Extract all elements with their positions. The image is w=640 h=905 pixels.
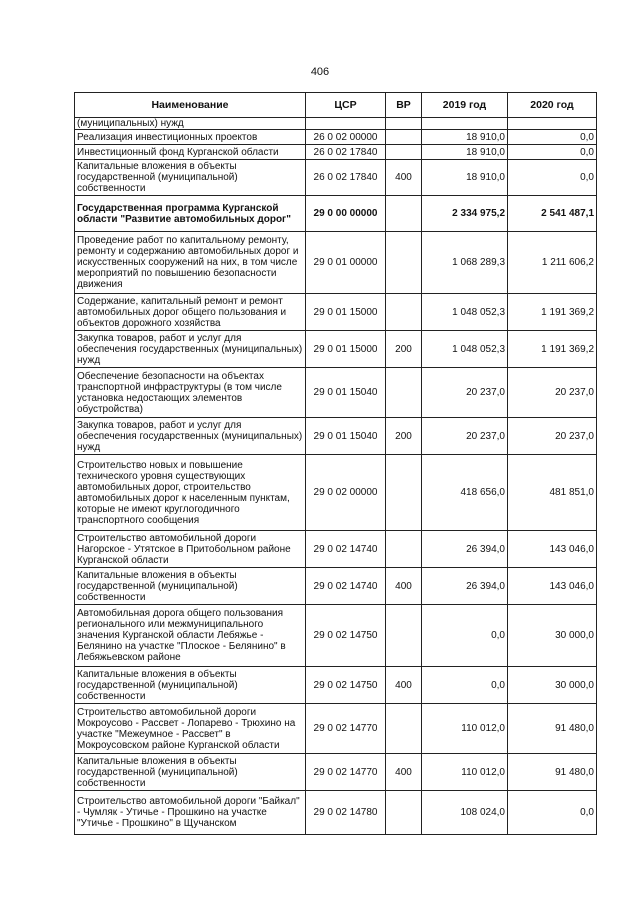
header-2020: 2020 год <box>508 93 597 118</box>
row-2020-cell: 481 851,0 <box>508 455 597 531</box>
row-csr-cell: 29 0 01 15040 <box>306 418 386 455</box>
row-2020-cell: 0,0 <box>508 145 597 160</box>
table-row <box>75 368 597 418</box>
row-2020-cell: 91 480,0 <box>508 704 597 754</box>
row-csr-cell: 29 0 01 15040 <box>306 368 386 418</box>
row-2019-cell: 18 910,0 <box>422 160 508 196</box>
table-row <box>75 130 597 145</box>
row-name-cell: Строительство автомобильной дороги "Байкал" - Чумляк - Утичье - Прошкино на участке "Утичье - Прошкино" в Щучанском <box>75 791 306 835</box>
row-name-cell: Автомобильная дорога общего пользования регионального или межмуниципального значения Курганской области Лебяжье - Белянино на участке "Плоское - Белянино" в Лебяжьевском районе <box>75 605 306 667</box>
row-name-cell: Государственная программа Курганской области "Развитие автомобильных дорог" <box>75 196 306 232</box>
row-2020-cell: 0,0 <box>508 130 597 145</box>
row-2019-cell: 26 394,0 <box>422 568 508 605</box>
table-row <box>75 791 597 835</box>
table-header-row <box>75 93 597 118</box>
row-name-cell: Инвестиционный фонд Курганской области <box>75 145 306 160</box>
row-2020-cell: 2 541 487,1 <box>508 196 597 232</box>
row-name-cell: Капитальные вложения в объекты государственной (муниципальной) собственности <box>75 568 306 605</box>
row-2019-cell: 110 012,0 <box>422 704 508 754</box>
row-2020-cell: 20 237,0 <box>508 368 597 418</box>
row-2019-cell: 1 048 052,3 <box>422 331 508 368</box>
row-2020-cell: 20 237,0 <box>508 418 597 455</box>
row-csr-cell: 26 0 02 00000 <box>306 130 386 145</box>
table-row <box>75 118 597 130</box>
row-csr-cell: 29 0 01 15000 <box>306 331 386 368</box>
table-row <box>75 294 597 331</box>
row-2020-cell <box>508 118 597 130</box>
table-row <box>75 160 597 196</box>
row-vr-cell: 200 <box>386 331 422 368</box>
row-2019-cell: 1 068 289,3 <box>422 232 508 294</box>
row-2019-cell: 110 012,0 <box>422 754 508 791</box>
row-vr-cell <box>386 455 422 531</box>
row-2019-cell: 0,0 <box>422 605 508 667</box>
table-row <box>75 331 597 368</box>
row-name-cell: (муниципальных) нужд <box>75 118 306 130</box>
row-csr-cell: 26 0 02 17840 <box>306 145 386 160</box>
row-2020-cell: 1 211 606,2 <box>508 232 597 294</box>
row-csr-cell: 29 0 02 14770 <box>306 704 386 754</box>
header-2019: 2019 год <box>422 93 508 118</box>
row-2020-cell: 30 000,0 <box>508 605 597 667</box>
row-vr-cell: 400 <box>386 754 422 791</box>
header-csr: ЦСР <box>306 93 386 118</box>
row-2020-cell: 143 046,0 <box>508 568 597 605</box>
row-name-cell: Закупка товаров, работ и услуг для обеспечения государственных (муниципальных) нужд <box>75 331 306 368</box>
row-vr-cell: 200 <box>386 418 422 455</box>
row-2019-cell: 18 910,0 <box>422 130 508 145</box>
table-row <box>75 605 597 667</box>
row-vr-cell <box>386 232 422 294</box>
table-row <box>75 145 597 160</box>
row-2020-cell: 0,0 <box>508 160 597 196</box>
row-2019-cell: 20 237,0 <box>422 418 508 455</box>
row-2019-cell: 418 656,0 <box>422 455 508 531</box>
row-name-cell: Содержание, капитальный ремонт и ремонт автомобильных дорог общего пользования и объектов дорожного хозяйства <box>75 294 306 331</box>
row-name-cell: Капитальные вложения в объекты государственной (муниципальной) собственности <box>75 160 306 196</box>
row-2019-cell: 2 334 975,2 <box>422 196 508 232</box>
row-2020-cell: 1 191 369,2 <box>508 294 597 331</box>
row-csr-cell: 29 0 02 14740 <box>306 531 386 568</box>
row-vr-cell <box>386 368 422 418</box>
row-csr-cell: 29 0 01 00000 <box>306 232 386 294</box>
row-2020-cell: 143 046,0 <box>508 531 597 568</box>
row-csr-cell: 29 0 00 00000 <box>306 196 386 232</box>
header-vr: ВР <box>386 93 422 118</box>
row-name-cell: Реализация инвестиционных проектов <box>75 130 306 145</box>
table-row <box>75 704 597 754</box>
table-row <box>75 531 597 568</box>
table-row <box>75 455 597 531</box>
row-2019-cell <box>422 118 508 130</box>
row-csr-cell: 29 0 02 14750 <box>306 605 386 667</box>
row-vr-cell <box>386 118 422 130</box>
row-vr-cell <box>386 531 422 568</box>
row-2019-cell: 18 910,0 <box>422 145 508 160</box>
row-vr-cell: 400 <box>386 160 422 196</box>
table-row <box>75 667 597 704</box>
row-csr-cell: 29 0 02 14770 <box>306 754 386 791</box>
row-csr-cell <box>306 118 386 130</box>
row-csr-cell: 26 0 02 17840 <box>306 160 386 196</box>
row-vr-cell <box>386 294 422 331</box>
row-2020-cell: 30 000,0 <box>508 667 597 704</box>
row-csr-cell: 29 0 02 14740 <box>306 568 386 605</box>
row-name-cell: Проведение работ по капитальному ремонту, ремонту и содержанию автомобильных дорог и искусственных сооружений на них, в том числе мероприятий по повышению безопасности движения <box>75 232 306 294</box>
row-name-cell: Капитальные вложения в объекты государственной (муниципальной) собственности <box>75 754 306 791</box>
header-name: Наименование <box>75 93 306 118</box>
row-2019-cell: 1 048 052,3 <box>422 294 508 331</box>
row-2019-cell: 108 024,0 <box>422 791 508 835</box>
row-vr-cell <box>386 791 422 835</box>
table-row <box>75 754 597 791</box>
row-vr-cell <box>386 704 422 754</box>
table-row <box>75 418 597 455</box>
table-row <box>75 232 597 294</box>
row-name-cell: Строительство автомобильной дороги Нагорское - Утятское в Притобольном районе Курганской области <box>75 531 306 568</box>
row-vr-cell: 400 <box>386 568 422 605</box>
row-name-cell: Обеспечение безопасности на объектах транспортной инфраструктуры (в том числе установка недостающих элементов обустройства) <box>75 368 306 418</box>
row-2019-cell: 20 237,0 <box>422 368 508 418</box>
row-name-cell: Строительство автомобильной дороги Мокроусово - Рассвет - Лопарево - Трюхино на участке "Межеумное - Рассвет" в Мокроусовском районе Курганской области <box>75 704 306 754</box>
budget-table <box>74 92 597 835</box>
row-name-cell: Строительство новых и повышение технического уровня существующих автомобильных дорог, строительство автомобильных дорог к населенным пунктам, которые не имеют круглогодичного транспортного сообщения <box>75 455 306 531</box>
row-csr-cell: 29 0 01 15000 <box>306 294 386 331</box>
row-vr-cell <box>386 130 422 145</box>
row-csr-cell: 29 0 02 00000 <box>306 455 386 531</box>
row-csr-cell: 29 0 02 14780 <box>306 791 386 835</box>
row-name-cell: Закупка товаров, работ и услуг для обеспечения государственных (муниципальных) нужд <box>75 418 306 455</box>
row-2020-cell: 1 191 369,2 <box>508 331 597 368</box>
table-row <box>75 568 597 605</box>
row-vr-cell <box>386 145 422 160</box>
row-2020-cell: 91 480,0 <box>508 754 597 791</box>
row-name-cell: Капитальные вложения в объекты государственной (муниципальной) собственности <box>75 667 306 704</box>
row-vr-cell <box>386 605 422 667</box>
row-csr-cell: 29 0 02 14750 <box>306 667 386 704</box>
table-row <box>75 196 597 232</box>
row-2020-cell: 0,0 <box>508 791 597 835</box>
row-2019-cell: 26 394,0 <box>422 531 508 568</box>
row-vr-cell: 400 <box>386 667 422 704</box>
row-2019-cell: 0,0 <box>422 667 508 704</box>
row-vr-cell <box>386 196 422 232</box>
page-number: 406 <box>310 66 330 78</box>
